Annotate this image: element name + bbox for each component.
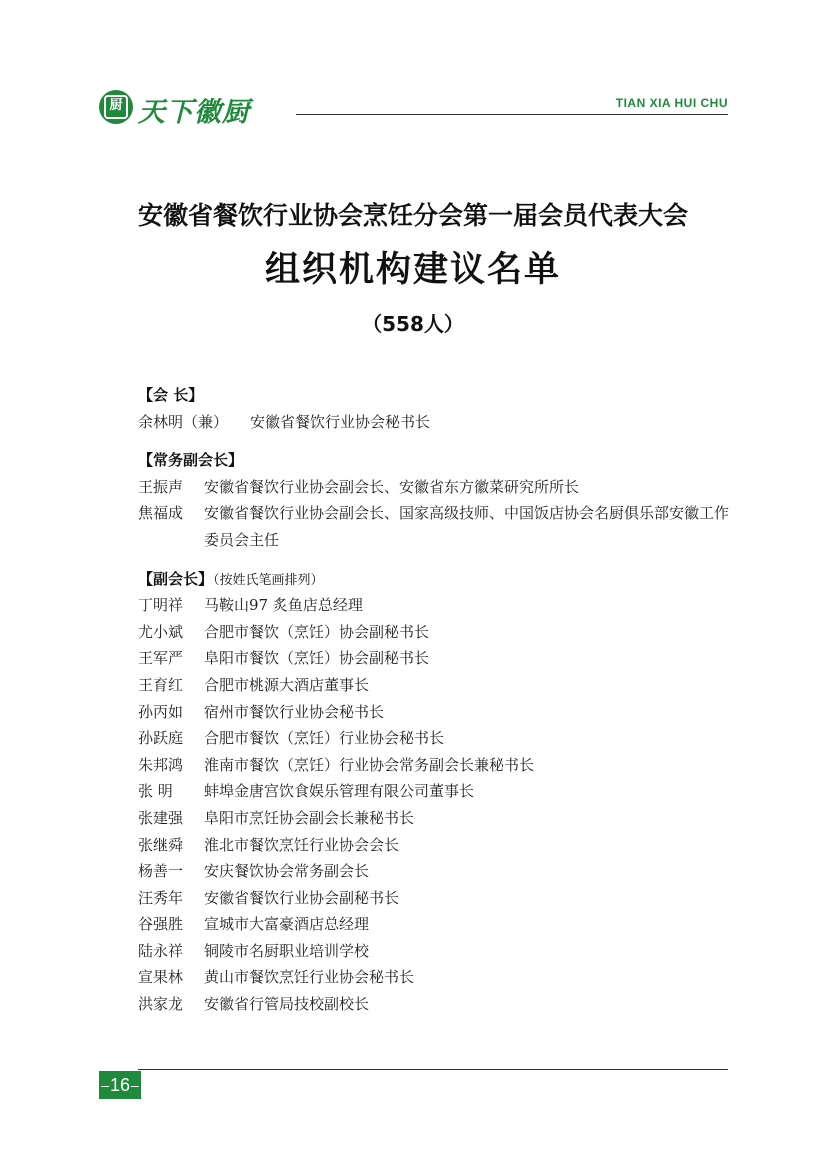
page-number-badge [99,1071,141,1099]
member-name: 孙丙如 [138,702,184,721]
footer-divider [138,1069,728,1070]
member-name: 焦福成 [138,504,184,523]
member-name: 王振声 [138,477,184,496]
document-title-count: （558人） [362,312,464,336]
member-name: 王育红 [138,675,184,694]
list-item [138,805,738,832]
member-title: 安徽省餐饮行业协会副秘书长 [204,888,400,907]
member-name: 洪家龙 [138,995,184,1014]
member-name: 余林明（兼） [138,412,229,431]
section-heading-vice-label: 【副会长】 [138,569,214,588]
member-title: 蚌埠金唐宫饮食娱乐管理有限公司董事长 [204,782,475,801]
member-name: 丁明祥 [138,596,184,615]
member-name: 汪秀年 [138,888,184,907]
brand-english: TIAN XIA HUI CHU [615,96,728,110]
member-title: 阜阳市烹饪协会副会长兼秘书长 [204,808,415,827]
list-item [138,699,738,726]
member-title: 宣城市大富豪酒店总经理 [204,915,370,934]
member-title: 铜陵市名厨职业培训学校 [204,941,370,960]
list-item [138,911,738,938]
member-name: 谷强胜 [138,915,184,934]
member-name: 张 明 [138,782,173,801]
member-title: 安徽省餐饮行业协会副会长、国家高级技师、中国饭店协会名厨俱乐部安徽工作委员会主任 [204,504,730,549]
member-title: 合肥市桃源大酒店董事长 [204,675,370,694]
list-item [138,500,738,553]
member-name: 孙跃庭 [138,729,184,748]
member-title: 合肥市餐饮（烹饪）行业协会秘书长 [204,729,445,748]
member-title: 宿州市餐饮行业协会秘书长 [204,702,385,721]
list-item [138,725,738,752]
header-divider [296,114,728,115]
page-header [0,0,826,130]
member-title: 安庆餐饮协会常务副会长 [204,862,370,881]
page-number-dash-right: – [131,1077,139,1093]
member-name: 王军严 [138,649,184,668]
list-item [138,645,738,672]
list-item [138,832,738,859]
section-heading-executive-vice: 【常务副会长】 [138,451,244,470]
list-item [138,672,738,699]
list-item [138,938,738,965]
list-item [138,778,738,805]
list-item [138,474,738,501]
section-heading-president: 【会 长】 [138,386,204,404]
list-item [138,752,738,779]
member-title: 淮北市餐饮烹饪行业协会会长 [204,835,400,854]
logo-emblem-icon [99,90,133,124]
member-title: 安徽省餐饮行业协会副会长、安徽省东方徽菜研究所所长 [204,477,580,496]
section-heading-vice-note: （按姓氏笔画排列） [213,572,324,588]
member-name: 张建强 [138,808,184,827]
member-name: 宣果林 [138,968,184,987]
list-item [138,619,738,646]
list-item [138,885,738,912]
member-name: 尤小斌 [138,622,184,641]
page-number: 16 [109,1074,131,1095]
member-title: 安徽省餐饮行业协会秘书长 [250,412,431,431]
logo-emblem-glyph: 厨 [104,95,128,119]
member-title: 马鞍山97 炙鱼店总经理 [204,596,363,615]
list-item [138,592,738,619]
list-item [138,964,738,991]
list-item [138,991,738,1018]
member-title: 阜阳市餐饮（烹饪）协会副秘书长 [204,649,430,668]
member-title: 黄山市餐饮烹饪行业协会秘书长 [204,968,415,987]
list-item [138,409,738,436]
member-name: 陆永祥 [138,941,184,960]
document-title-line2: 组织机构建议名单 [264,250,561,290]
member-title: 合肥市餐饮（烹饪）协会副秘书长 [204,622,430,641]
member-title: 淮南市餐饮（烹饪）行业协会常务副会长兼秘书长 [204,755,535,774]
page-number-dash-left: – [101,1077,109,1093]
section-heading-vice [138,566,738,593]
logo-text: 天下徽厨 [138,97,250,128]
member-name: 张继舜 [138,835,184,854]
document-title-line1: 安徽省餐饮行业协会烹饪分会第一届会员代表大会 [137,201,688,230]
member-title: 安徽省行管局技校副校长 [204,995,370,1014]
member-name: 杨善一 [138,862,184,881]
vice-member-list [138,592,738,1018]
member-list [138,382,738,1018]
list-item [138,858,738,885]
member-name: 朱邦鸿 [138,755,184,774]
